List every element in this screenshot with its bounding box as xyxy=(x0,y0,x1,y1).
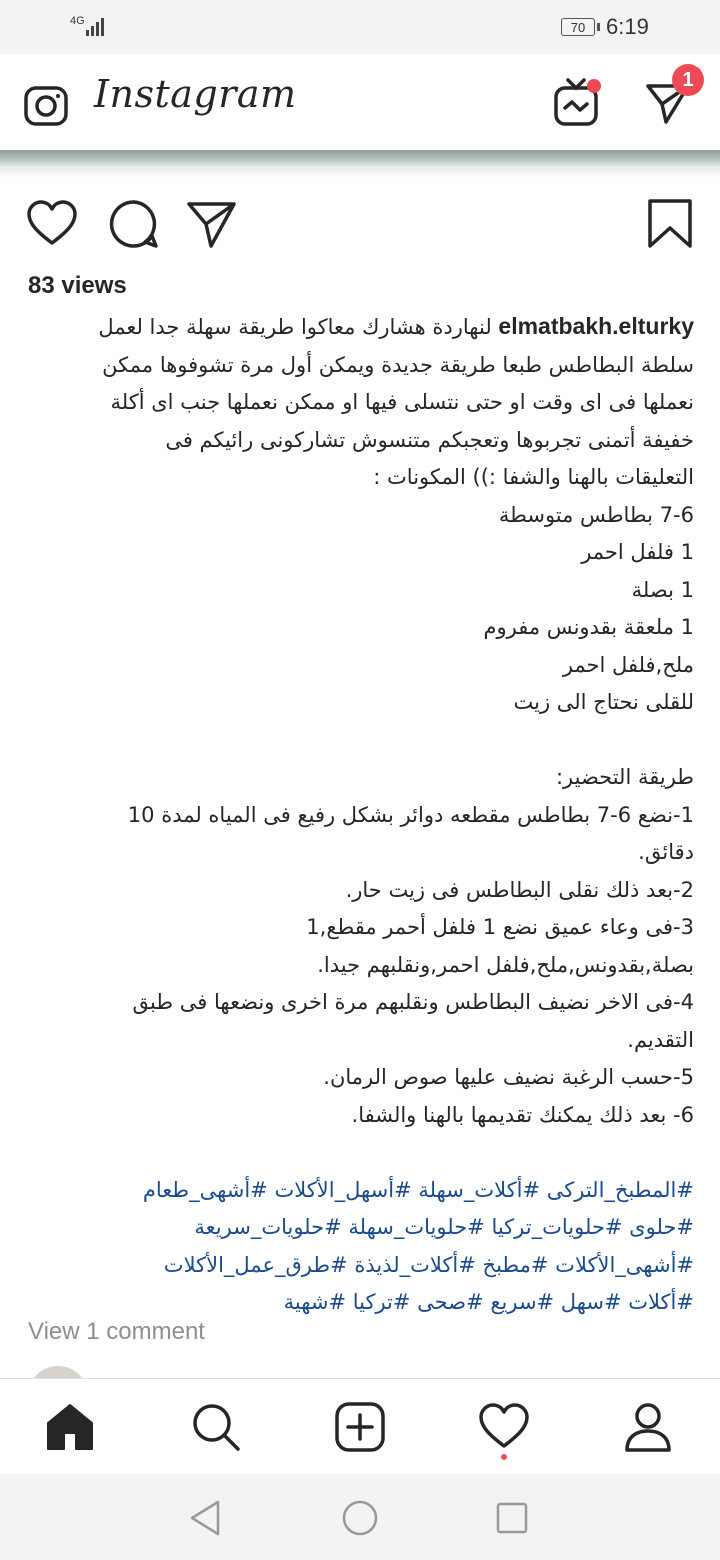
bottom-nav xyxy=(0,1378,720,1475)
ingredient-line: 1 فلفل احمر xyxy=(581,540,694,564)
heart-icon[interactable] xyxy=(26,198,78,250)
share-icon[interactable] xyxy=(186,198,238,250)
post-actions xyxy=(0,178,720,268)
new-post-icon[interactable] xyxy=(334,1401,386,1453)
method-line: 3-فى وعاء عميق نضع 1 فلفل أحمر مقطع,1 xyxy=(306,915,694,939)
back-icon[interactable] xyxy=(186,1498,226,1538)
signal-icon xyxy=(86,16,108,36)
hashtag-line[interactable]: #المطبخ_التركى #أكلات_سهلة #أسهل_الأكلات #أشهى_طعام xyxy=(142,1177,694,1202)
caption-line: سلطة البطاطس طبعا طريقة جديدة ويمكن أول مرة تشوفوها ممكن xyxy=(102,352,694,377)
search-icon[interactable] xyxy=(190,1401,242,1453)
notification-badge: 1 xyxy=(672,64,704,96)
ingredient-line: 7-6 بطاطس متوسطة xyxy=(498,502,694,527)
app-header xyxy=(0,54,720,150)
view-comments-link[interactable]: View 1 comment xyxy=(28,1318,205,1345)
method-line: بصلة,بقدونس,ملح,فلفل احمر,ونقلبهم جيدا. xyxy=(317,952,694,977)
username-link[interactable]: elmatbakh.elturky xyxy=(498,313,694,339)
comment-icon[interactable] xyxy=(108,198,160,250)
caption-line: التعليقات بالهنا والشفا :)) المكونات : xyxy=(373,465,694,489)
spacer xyxy=(28,722,694,760)
caption-line: خفيفة أتمنى تجربوها وتعجبكم متنسوش تشاركونى رائيكم فى xyxy=(165,427,694,452)
battery-indicator: 70 xyxy=(561,18,595,36)
caption-line: elmatbakh.elturky لنهاردة هشارك معاكوا طريقة سهلة جدا لعمل xyxy=(98,313,694,339)
ingredient-line: للقلى نحتاج الى زيت xyxy=(513,690,694,714)
bookmark-icon[interactable] xyxy=(644,198,696,250)
post-caption xyxy=(28,308,694,1322)
activity-icon[interactable] xyxy=(478,1401,530,1453)
caption-line: نعملها فى اى وقت او حتى نتسلى فيها او ممكن نعملها جنب اى أكلة xyxy=(110,390,694,414)
method-title: طريقة التحضير: xyxy=(555,765,694,789)
ingredient-line: ملح,فلفل احمر xyxy=(562,652,694,677)
profile-icon[interactable] xyxy=(622,1401,674,1453)
status-bar xyxy=(0,0,720,54)
recents-icon[interactable] xyxy=(492,1498,532,1538)
post-media[interactable] xyxy=(0,150,720,178)
spacer xyxy=(28,1134,694,1172)
hashtag-line[interactable]: #أكلات #سهل #سريع #صحى #تركيا #شهية xyxy=(283,1290,694,1314)
battery-tip xyxy=(597,23,600,31)
ingredient-line: 1 ملعقة بقدونس مفروم xyxy=(483,615,694,639)
method-line: 6- بعد ذلك يمكنك تقديمها بالهنا والشفا. xyxy=(351,1102,694,1127)
camera-icon[interactable] xyxy=(22,82,70,130)
home-circle-icon[interactable] xyxy=(340,1498,380,1538)
activity-new-dot xyxy=(501,1454,507,1460)
method-line: التقديم. xyxy=(627,1027,694,1052)
method-line: 5-حسب الرغبة نضيف عليها صوص الرمان. xyxy=(323,1065,694,1089)
system-nav xyxy=(0,1474,720,1560)
view-count: 83 views xyxy=(28,272,127,299)
app-logo: Instagram xyxy=(94,72,297,116)
home-icon[interactable] xyxy=(44,1401,96,1453)
hashtag-line[interactable]: #حلوى #حلويات_تركيا #حلويات_سهلة #حلويات_سريعة xyxy=(194,1215,694,1239)
igtv-icon[interactable] xyxy=(552,76,604,128)
method-line: دقائق. xyxy=(638,840,694,864)
ingredient-line: 1 بصلة xyxy=(631,577,694,602)
method-line: 2-بعد ذلك نقلى البطاطس فى زيت حار. xyxy=(345,877,694,902)
method-line: 1-نضع 6-7 بطاطس مقطعه دوائر بشكل رفيع فى المياه لمدة 10 xyxy=(127,802,694,827)
network-type: 4G xyxy=(70,15,85,27)
method-line: 4-فى الاخر نضيف البطاطس ونقلبهم مرة اخرى ونضعها فى طبق xyxy=(132,990,694,1014)
clock: 6:19 xyxy=(606,14,649,39)
hashtag-line[interactable]: #أشهى_الأكلات #مطبخ #أكلات_لذيذة #طرق_عمل_الأكلات xyxy=(163,1252,694,1277)
